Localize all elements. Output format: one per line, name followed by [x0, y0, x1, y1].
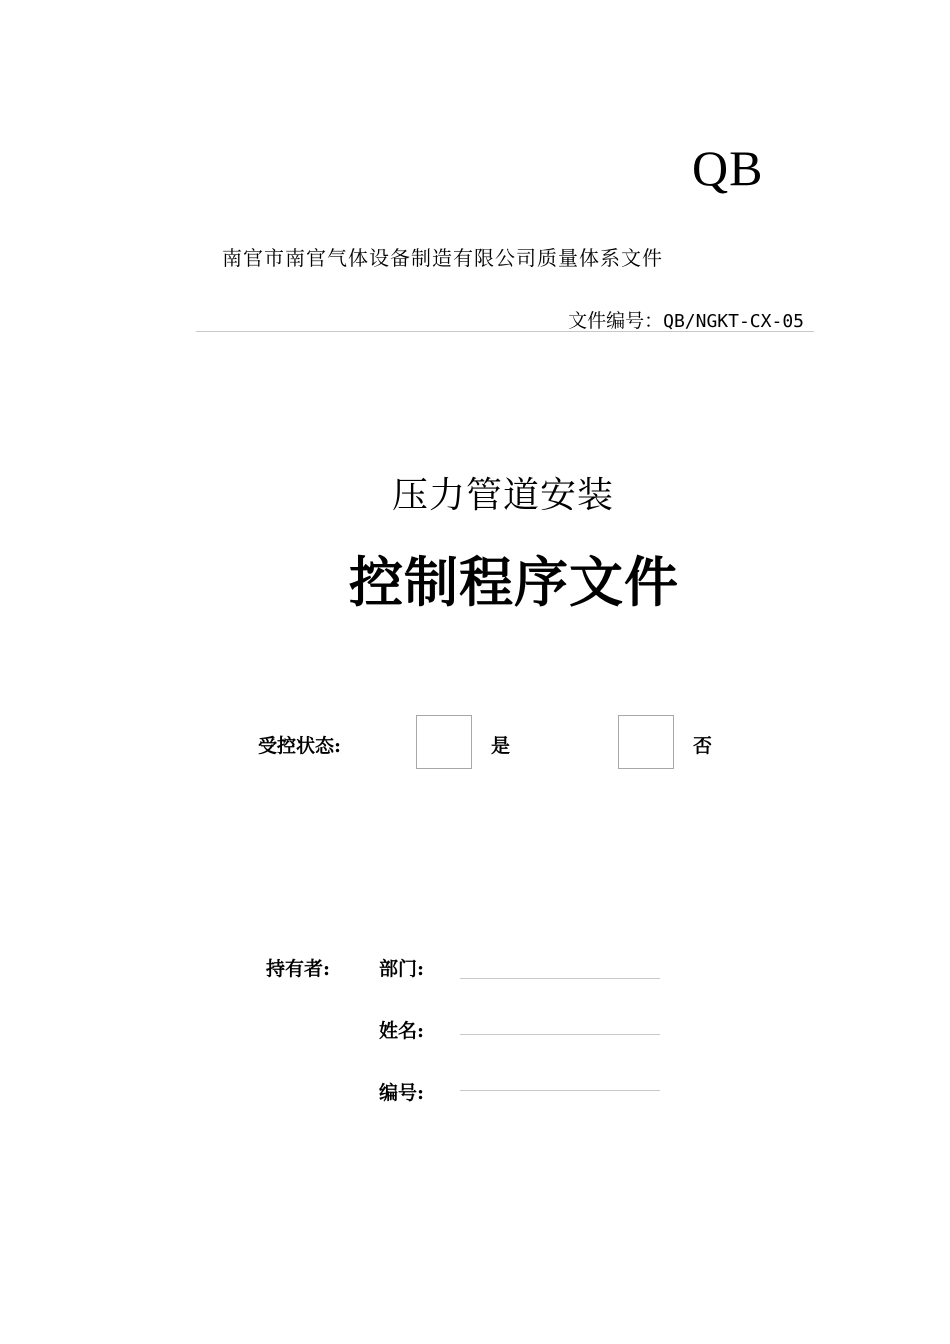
name-field[interactable]	[460, 1034, 660, 1035]
controlled-yes-label: 是	[491, 735, 511, 757]
number-label: 编号:	[379, 1082, 425, 1104]
document-number-label: 文件编号：	[568, 310, 664, 332]
standard-mark: QB	[692, 140, 764, 196]
document-number-value: QB/NGKT-CX-05	[663, 311, 804, 332]
controlled-no-checkbox[interactable]	[618, 715, 674, 769]
header-divider	[196, 331, 814, 332]
department-label: 部门:	[379, 958, 425, 980]
name-label: 姓名:	[379, 1020, 425, 1042]
document-title-line-2: 控制程序文件	[349, 551, 679, 614]
holder-label: 持有者:	[266, 958, 331, 980]
controlled-yes-checkbox[interactable]	[416, 715, 472, 769]
company-title: 南官市南官气体设备制造有限公司质量体系文件	[222, 246, 663, 270]
number-field[interactable]	[460, 1090, 660, 1091]
control-status-label: 受控状态:	[258, 735, 342, 757]
document-title-line-1: 压力管道安装	[391, 475, 614, 516]
department-field[interactable]	[460, 978, 660, 979]
controlled-no-label: 否	[693, 735, 713, 757]
